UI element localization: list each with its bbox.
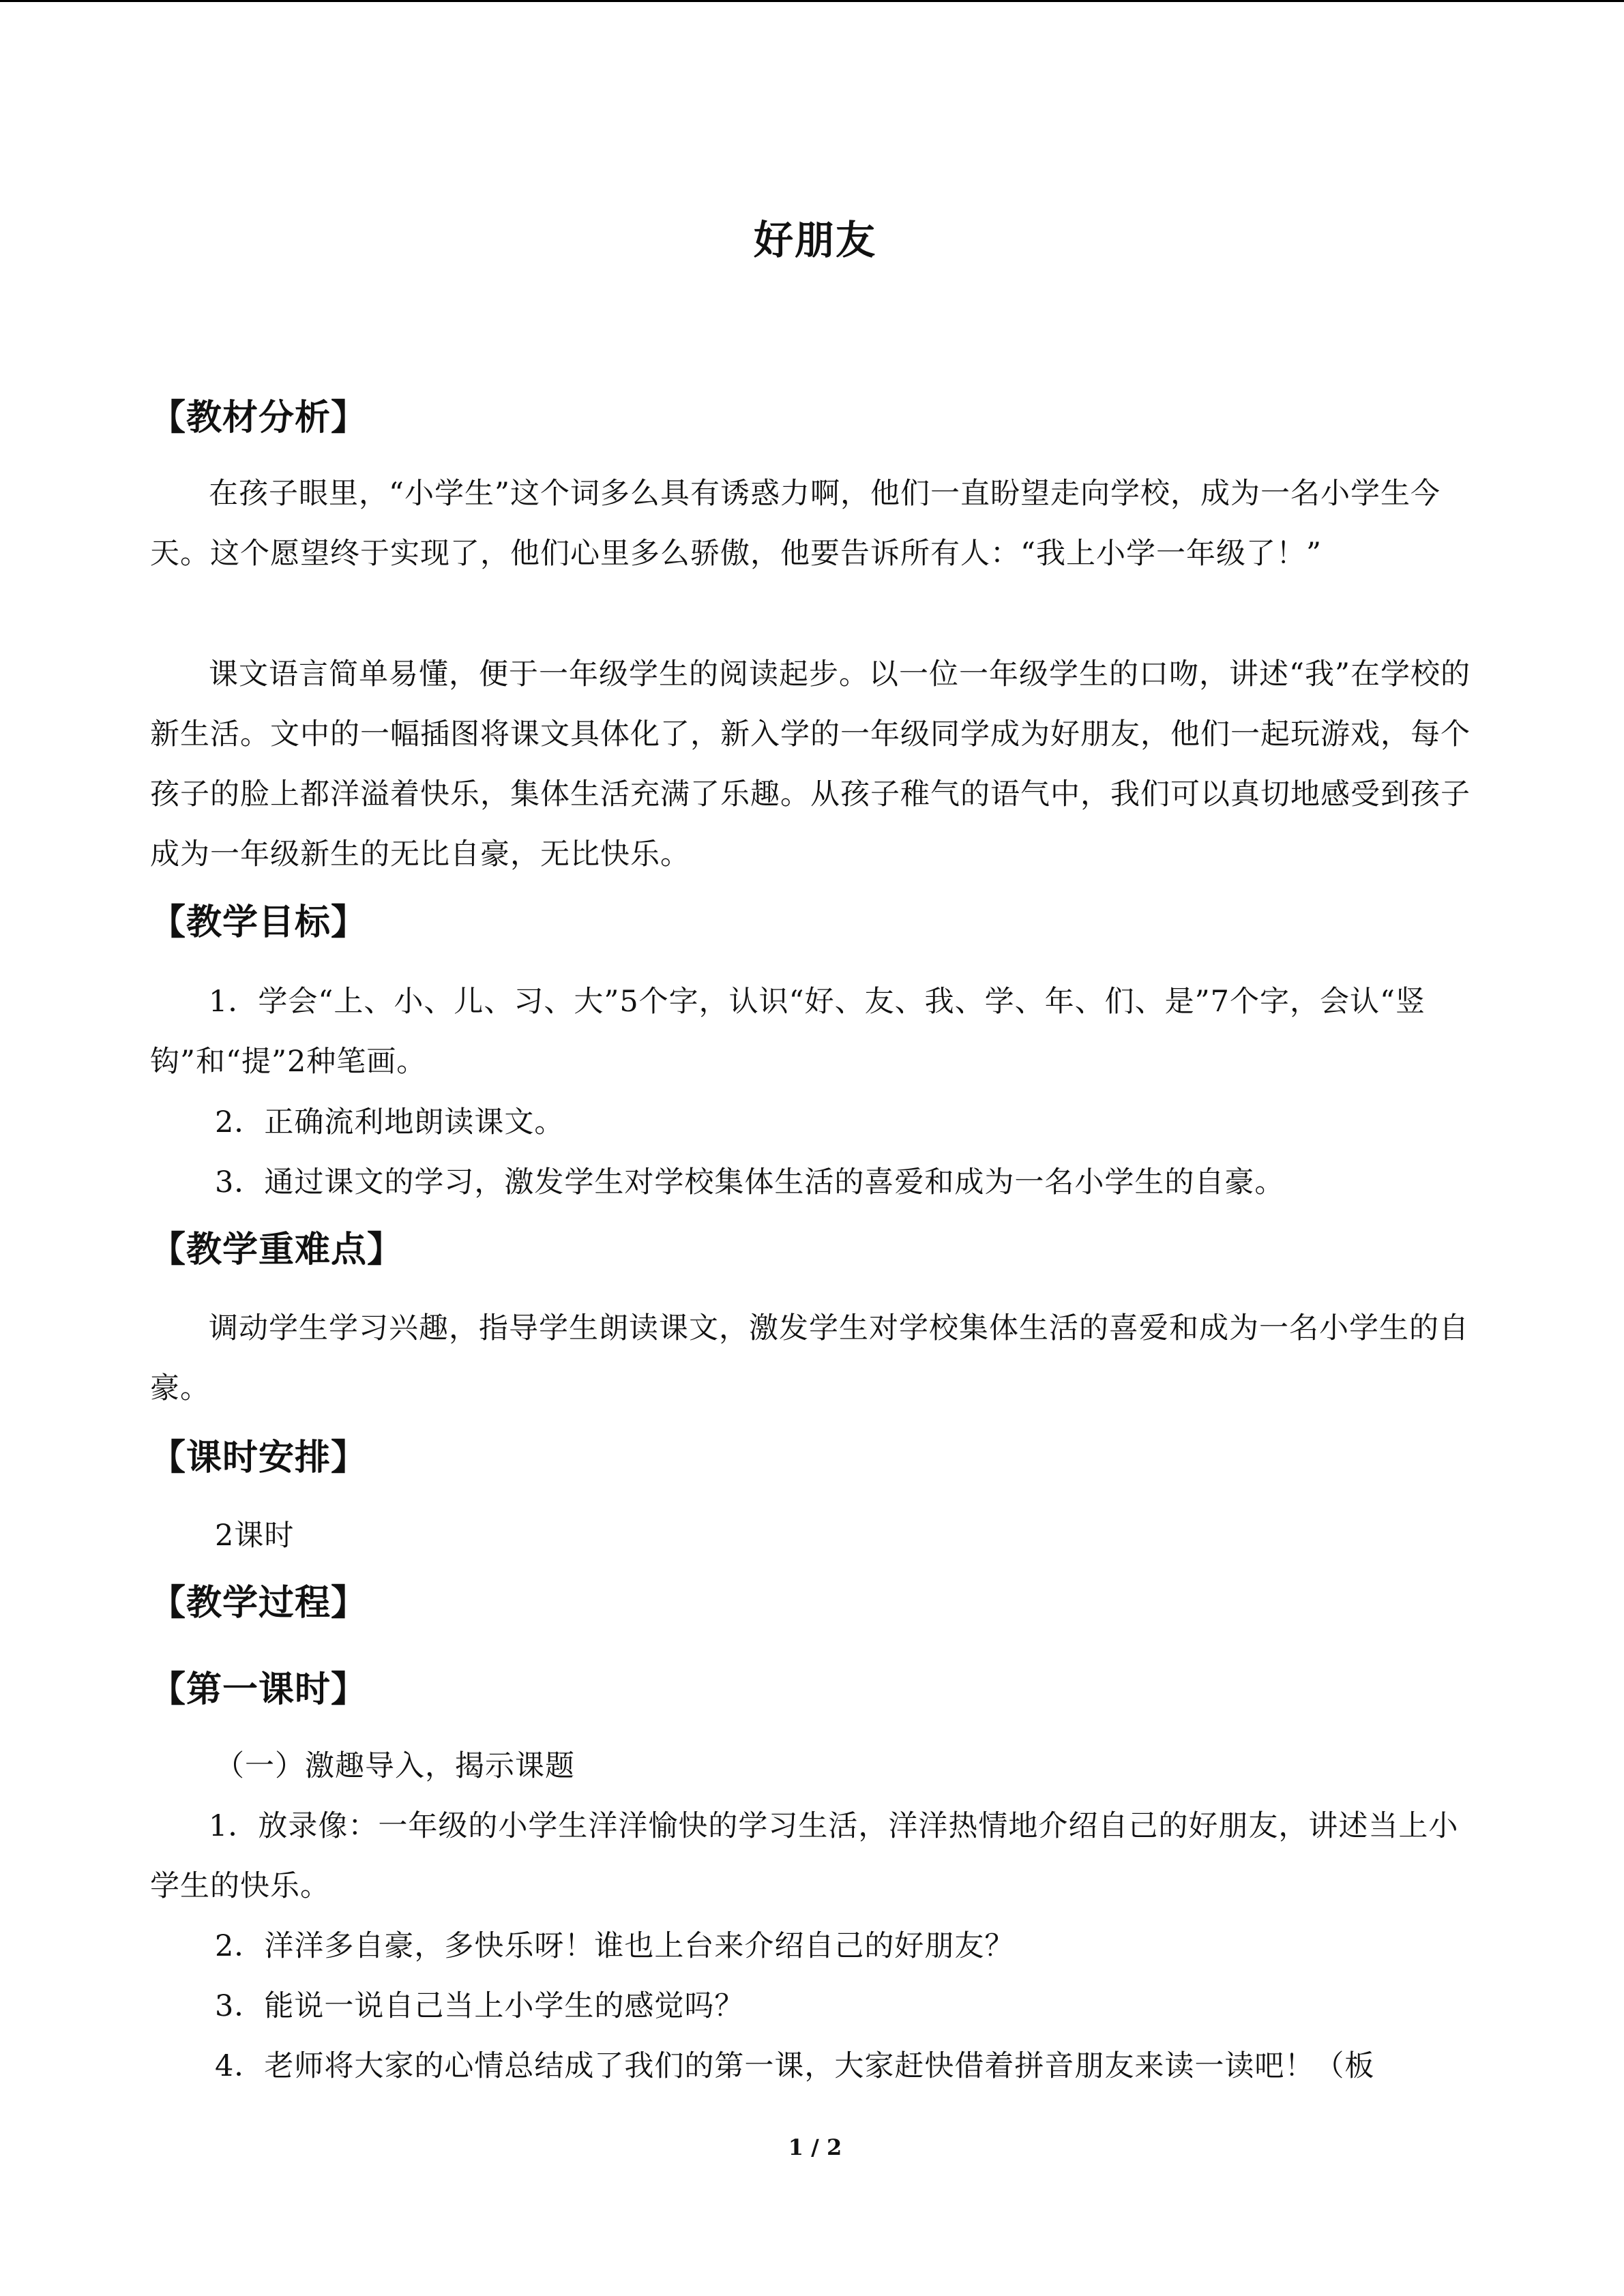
lesson1-item-3: 3．能说一说自己当上小学生的感觉吗？ bbox=[215, 1989, 745, 2023]
document-title: 好朋友 bbox=[753, 217, 876, 263]
page-indicator: 1 / 2 bbox=[788, 2134, 842, 2160]
goal-item-3: 3．通过课文的学习，激发学生对学校集体生活的喜爱和成为一名小学生的自豪。 bbox=[215, 1165, 1285, 1199]
key-points-paragraph: 调动学生学习兴趣，指导学生朗读课文，激发学生对学校集体生活的喜爱和成为一名小学生的自豪。 bbox=[150, 1311, 1469, 1405]
lesson1-item-1: 1．放录像：一年级的小学生洋洋愉快的学习生活，洋洋热情地介绍自己的好朋友，讲述当上小学生的快乐。 bbox=[150, 1809, 1459, 1903]
lesson1-subheading: （一）激趣导入，揭示课题 bbox=[215, 1749, 575, 1783]
analysis-paragraph-1: 在孩子眼里，“小学生”这个词多么具有诱惑力啊，他们一直盼望走向学校，成为一名小学生今天。这个愿望终于实现了，他们心里多么骄傲，他要告诉所有人：“我上小学一年级了！” bbox=[150, 477, 1441, 571]
goal-item-2: 2．正确流利地朗读课文。 bbox=[215, 1105, 565, 1139]
section-heading-schedule: 【课时安排】 bbox=[150, 1437, 368, 1478]
section-heading-analysis: 【教材分析】 bbox=[150, 398, 368, 438]
lesson1-item-2: 2．洋洋多自豪，多快乐呀！谁也上台来介绍自己的好朋友？ bbox=[215, 1929, 1015, 1963]
section-heading-lesson1: 【第一课时】 bbox=[150, 1669, 368, 1710]
goal-item-1: 1．学会“上、小、儿、习、大”5个字，认识“好、友、我、学、年、们、是”7个字，会认“竖钩”和“提”2种笔画。 bbox=[150, 985, 1426, 1079]
section-heading-goals: 【教学目标】 bbox=[150, 902, 368, 943]
lesson1-item-4: 4．老师将大家的心情总结成了我们的第一课，大家赶快借着拼音朋友来读一读吧！（板 bbox=[215, 2049, 1375, 2083]
document-page bbox=[150, 0, 1480, 2296]
schedule-text: 2课时 bbox=[215, 1519, 295, 1553]
analysis-paragraph-2: 课文语言简单易懂，便于一年级学生的阅读起步。以一位一年级学生的口吻，讲述“我”在学校的新生活。文中的一幅插图将课文具体化了，新入学的一年级同学成为好朋友，他们一起玩游戏，每个孩子的脸上都洋溢着快乐，集体生活充满了乐趣。从孩子稚气的语气中，我们可以真切地感受到孩子成为一年级新生的无比自豪，无比快乐。 bbox=[150, 657, 1471, 871]
section-heading-process: 【教学过程】 bbox=[150, 1583, 368, 1624]
section-heading-key-points: 【教学重难点】 bbox=[150, 1229, 404, 1270]
